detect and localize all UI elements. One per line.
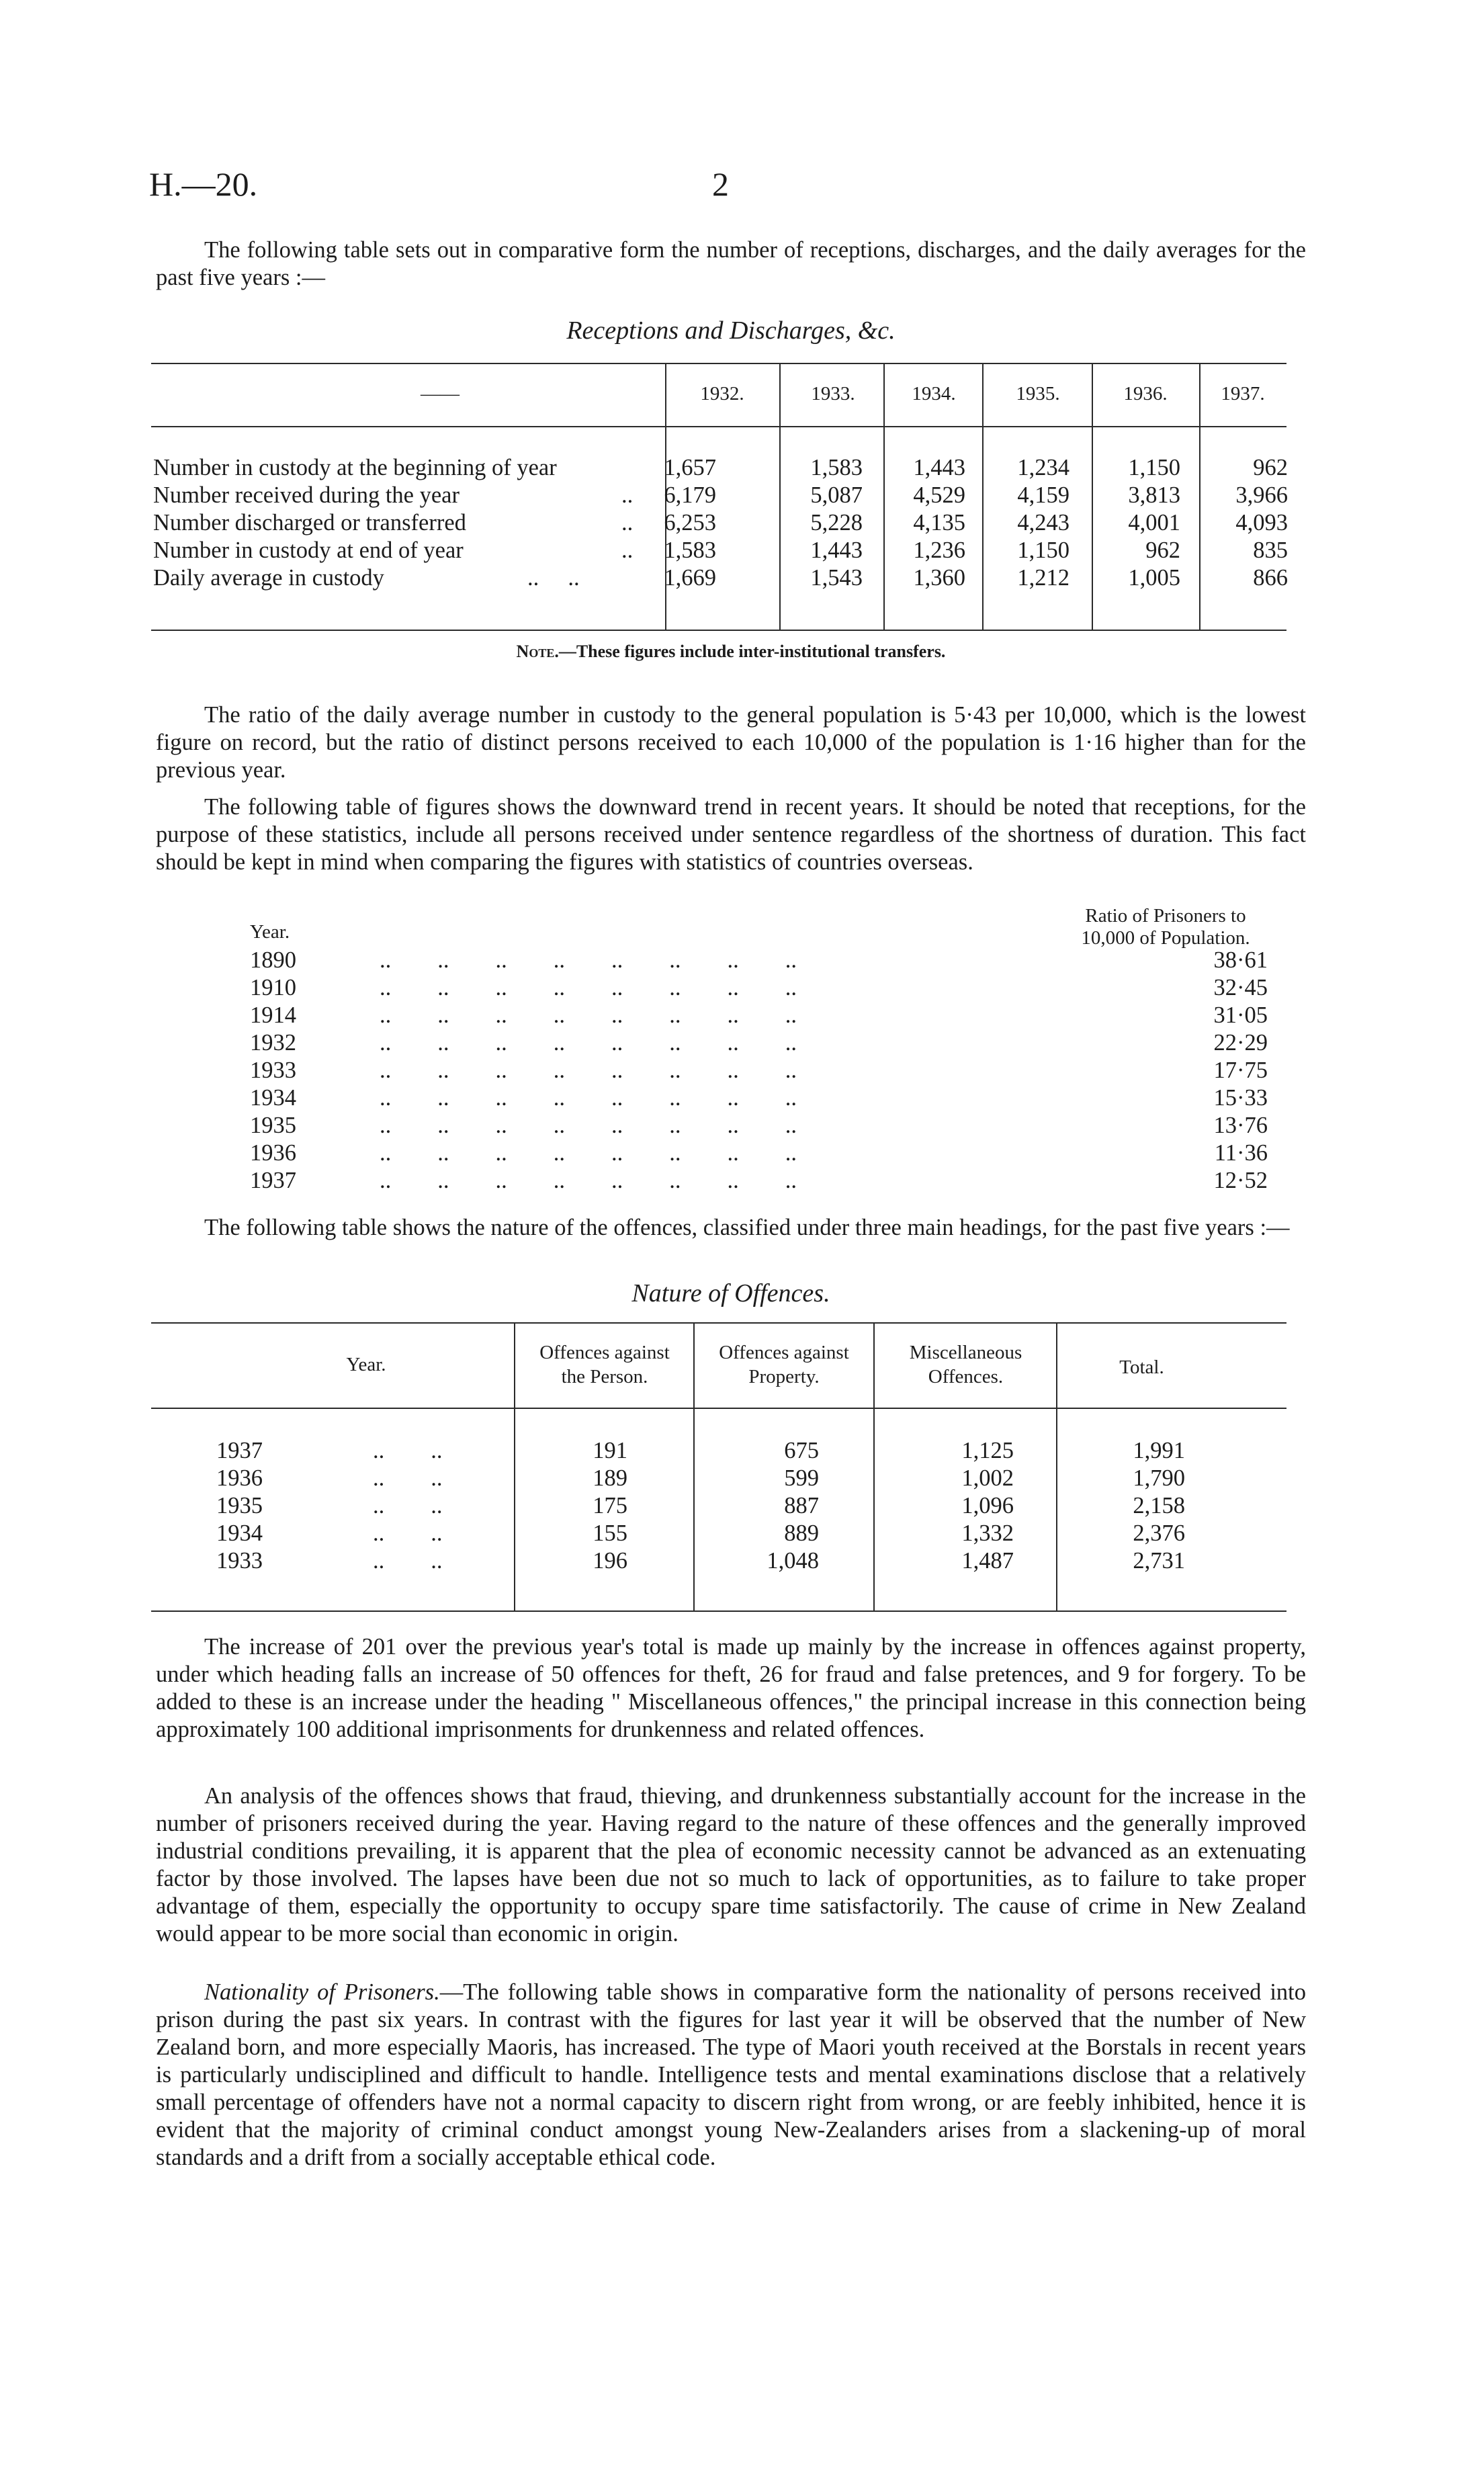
- offence-row-year: 1937: [216, 1438, 263, 1463]
- ratio-row-value: 32·45: [1213, 975, 1268, 1000]
- leader-dots: .. ..: [373, 1520, 443, 1546]
- cell-value: 1,657: [664, 455, 716, 480]
- cell-value: 3,813: [1128, 482, 1180, 508]
- cell-value: 1,234: [1017, 455, 1070, 480]
- nationality-heading: Nationality of Prisoners.: [204, 1979, 440, 2005]
- cell-value: 4,529: [913, 482, 965, 508]
- increase-paragraph: The increase of 201 over the previous year's total is made up mainly by the increase in offences against property, under which heading falls an increase of 50 offences for theft, 26 for fraud and false pretences, and 9 for forgery. To be added to these is an increase under the heading " Miscellaneous offences," the principal increase in this connection being approximately 100 additional imprisonments for drunkenness and related offences.: [156, 1634, 1306, 1742]
- leader-dots: .. .. .. .. .. .. .. ..: [380, 1085, 797, 1111]
- nationality-text: —The following table shows in comparative form the nationality of persons received into prison during the past six years. In contrast with the figures for last year it will be observed that the number of New Zealand born, and more especially Maoris, has increased. The type of Maori youth received at the Borstals in recent years is particularly undisciplined and difficult to handle. Intelligence tests and mental examinations disclose that a relatively small percentage of offenders have not a normal capacity to discern right from wrong, or are feebly inhibited, hence it is evident that the majority of criminal conduct amongst young New-Zealanders arises from a slackening-up of moral standards and a drift from a socially acceptable ethical code.: [156, 1979, 1306, 2170]
- page-number: 2: [712, 165, 729, 203]
- offence-person: 191: [593, 1438, 627, 1463]
- ratio-row-value: 11·36: [1214, 1140, 1268, 1166]
- offences-caption: Nature of Offences.: [631, 1279, 830, 1307]
- cell-value: 3,966: [1235, 482, 1288, 508]
- column-divider: [883, 364, 885, 630]
- header-misc-line-2: Offences.: [928, 1366, 1004, 1387]
- cell-value: 1,443: [810, 538, 863, 563]
- table-note: [156, 642, 1306, 662]
- offence-person: 189: [593, 1465, 627, 1491]
- offence-row-year: 1935: [216, 1493, 263, 1518]
- year-header-1934: 1934.: [912, 383, 956, 404]
- cell-value: 5,228: [810, 510, 863, 535]
- leader-dots: ..: [621, 538, 634, 563]
- table-rule-bottom: [151, 1610, 1286, 1612]
- leader-dots: .. .. .. .. .. .. .. ..: [380, 1002, 797, 1028]
- header-person-line-2: the Person.: [561, 1366, 648, 1387]
- cell-value: 4,093: [1235, 510, 1288, 535]
- ratio-row-value: 13·76: [1213, 1113, 1268, 1138]
- cell-value: 1,005: [1128, 565, 1180, 591]
- leader-dots: .. .. .. .. .. .. .. ..: [380, 947, 797, 973]
- year-header-1937: 1937.: [1221, 383, 1265, 404]
- cell-value: 6,253: [664, 510, 716, 535]
- leader-dots: .. .. .. .. .. .. .. ..: [380, 1058, 797, 1083]
- leader-dots: .. ..: [373, 1548, 443, 1574]
- column-divider: [873, 1324, 875, 1610]
- cell-value: 1,236: [913, 538, 965, 563]
- header-property-line-1: Offences against: [719, 1342, 849, 1363]
- ratio-paragraph: The ratio of the daily average number in custody to the general population is 5·43 per 10,000, which is the lowest figure on record, but the ratio of distinct persons received to each 10,000 of the population is 1·16 higher than for the previous year.: [156, 702, 1306, 783]
- offence-total: 2,731: [1133, 1548, 1185, 1574]
- ratio-row-value: 38·61: [1213, 947, 1268, 973]
- ratio-row-year: 1933: [250, 1058, 296, 1083]
- nationality-paragraph: [156, 1979, 1306, 2172]
- header-misc-line-1: Miscellaneous: [909, 1342, 1022, 1363]
- column-divider: [982, 364, 984, 630]
- leader-dots: .. ..: [373, 1438, 443, 1463]
- ratio-header-line-1: Ratio of Prisoners to: [1085, 905, 1246, 927]
- cell-value: 1,669: [664, 565, 716, 591]
- offence-property: 599: [784, 1465, 819, 1491]
- cell-value: 1,543: [810, 565, 863, 591]
- cell-value: 1,583: [810, 455, 863, 480]
- cell-value: 1,150: [1128, 455, 1180, 480]
- ratio-row-year: 1914: [250, 1002, 296, 1028]
- nature-paragraph: The following table shows the nature of the offences, classified under three main headings, for the past five years :—: [204, 1215, 1290, 1240]
- cell-value: 1,360: [913, 565, 965, 591]
- cell-value: 1,150: [1017, 538, 1070, 563]
- leader-dots: .. .. .. .. .. .. .. ..: [380, 1140, 797, 1166]
- cell-value: 4,243: [1017, 510, 1070, 535]
- ratio-row-year: 1932: [250, 1030, 296, 1056]
- year-header: Year.: [250, 921, 290, 943]
- ratio-row-year: 1935: [250, 1113, 296, 1138]
- ratio-row-value: 15·33: [1213, 1085, 1268, 1111]
- offence-row-year: 1933: [216, 1548, 263, 1574]
- table-rule-top: [151, 1322, 1286, 1324]
- stub-header: ——: [421, 383, 460, 404]
- leader-dots: .. ..: [373, 1465, 443, 1491]
- offence-misc: 1,096: [961, 1493, 1014, 1518]
- leader-dots: .. .. .. .. .. .. .. ..: [380, 975, 797, 1000]
- cell-value: 6,179: [664, 482, 716, 508]
- offence-total: 2,376: [1133, 1520, 1185, 1546]
- ratio-row-year: 1936: [250, 1140, 296, 1166]
- leader-dots: ..: [621, 482, 634, 508]
- cell-value: 866: [1253, 565, 1288, 591]
- cell-value: 4,001: [1128, 510, 1180, 535]
- offence-total: 2,158: [1133, 1493, 1185, 1518]
- cell-value: 5,087: [810, 482, 863, 508]
- offence-person: 175: [593, 1493, 627, 1518]
- column-divider: [1056, 1324, 1057, 1610]
- header-total: Total.: [1119, 1357, 1164, 1378]
- row-label-discharged: Number discharged or transferred: [153, 510, 466, 535]
- offence-misc: 1,125: [961, 1438, 1014, 1463]
- row-label-end: Number in custody at end of year: [153, 538, 464, 563]
- column-divider: [1092, 364, 1093, 630]
- row-label-beginning: Number in custody at the beginning of year: [153, 455, 557, 480]
- offence-total: 1,991: [1133, 1438, 1185, 1463]
- ratio-row-year: 1910: [250, 975, 296, 1000]
- year-header-1932: 1932.: [700, 383, 744, 404]
- leader-dots: ..: [621, 510, 634, 535]
- offence-total: 1,790: [1133, 1465, 1185, 1491]
- offence-misc: 1,332: [961, 1520, 1014, 1546]
- offence-misc: 1,487: [961, 1548, 1014, 1574]
- ratio-row-value: 22·29: [1213, 1030, 1268, 1056]
- note-label: Note.: [516, 642, 559, 661]
- header-property-line-2: Property.: [748, 1366, 820, 1387]
- ratio-row-value: 12·52: [1213, 1168, 1268, 1193]
- trend-paragraph: The following table of figures shows the downward trend in recent years. It should be noted that receptions, for the purpose of these statistics, include all persons received under sentence regardless of the shortness of duration. This fact should be kept in mind when comparing the figures with statistics of countries overseas.: [156, 794, 1306, 875]
- leader-dots: .. ..: [373, 1493, 443, 1518]
- offence-property: 889: [784, 1520, 819, 1546]
- header-person-line-1: Offences against: [539, 1342, 670, 1363]
- ratio-header-line-2: 10,000 of Population.: [1081, 927, 1250, 949]
- table-rule-head: [151, 426, 1286, 427]
- intro-paragraph: The following table sets out in comparative form the number of receptions, discharges, and the daily averages for the past five years :—: [156, 237, 1306, 290]
- analysis-paragraph: An analysis of the offences shows that fraud, thieving, and drunkenness substantially account for the increase in the number of prisoners received during the year. Having regard to the nature of these offences and the generally improved industrial conditions prevailing, it is apparent that the plea of economic necessity cannot be advanced as an extenuating factor by those involved. The lapses have been due not so much to lack of opportunities, as to failure to take proper advantage of them, especially the opportunity to occupy spare time satisfactorily. The cause of crime in New Zealand would appear to be more social than economic in origin.: [156, 1783, 1306, 1946]
- leader-dots: .. .. .. .. .. .. .. ..: [380, 1113, 797, 1138]
- table-rule-bottom: [151, 630, 1286, 631]
- cell-value: 962: [1145, 538, 1180, 563]
- offence-property: 1,048: [767, 1548, 819, 1574]
- row-label-daily-average: Daily average in custody: [153, 565, 384, 591]
- offence-row-year: 1934: [216, 1520, 263, 1546]
- document-reference: H.—20.: [149, 165, 258, 203]
- offence-property: 675: [784, 1438, 819, 1463]
- note-text: —These figures include inter-institutional transfers.: [558, 642, 946, 661]
- offence-person: 155: [593, 1520, 627, 1546]
- cell-value: 4,159: [1017, 482, 1070, 508]
- ratio-row-value: 17·75: [1213, 1058, 1268, 1083]
- cell-value: 835: [1253, 538, 1288, 563]
- column-divider: [779, 364, 781, 630]
- ratio-row-value: 31·05: [1213, 1002, 1268, 1028]
- table-rule-top: [151, 363, 1286, 364]
- cell-value: 1,443: [913, 455, 965, 480]
- header-year: Year.: [346, 1354, 386, 1375]
- cell-value: 1,212: [1017, 565, 1070, 591]
- year-header-1936: 1936.: [1123, 383, 1168, 404]
- ratio-row-year: 1890: [250, 947, 296, 973]
- year-header-1933: 1933.: [811, 383, 855, 404]
- column-divider: [514, 1324, 515, 1610]
- offence-person: 196: [593, 1548, 627, 1574]
- cell-value: 4,135: [913, 510, 965, 535]
- cell-value: 1,583: [664, 538, 716, 563]
- leader-dots: .. .. .. .. .. .. .. ..: [380, 1030, 797, 1056]
- column-divider: [1199, 364, 1201, 630]
- offence-misc: 1,002: [961, 1465, 1014, 1491]
- offence-property: 887: [784, 1493, 819, 1518]
- ratio-row-year: 1937: [250, 1168, 296, 1193]
- row-label-received: Number received during the year: [153, 482, 460, 508]
- leader-dots: .. ..: [527, 565, 580, 591]
- cell-value: 962: [1253, 455, 1288, 480]
- column-divider: [693, 1324, 695, 1610]
- receptions-caption: Receptions and Discharges, &c.: [566, 316, 896, 345]
- leader-dots: .. .. .. .. .. .. .. ..: [380, 1168, 797, 1193]
- ratio-row-year: 1934: [250, 1085, 296, 1111]
- table-rule-head: [151, 1408, 1286, 1409]
- offence-row-year: 1936: [216, 1465, 263, 1491]
- year-header-1935: 1935.: [1016, 383, 1060, 404]
